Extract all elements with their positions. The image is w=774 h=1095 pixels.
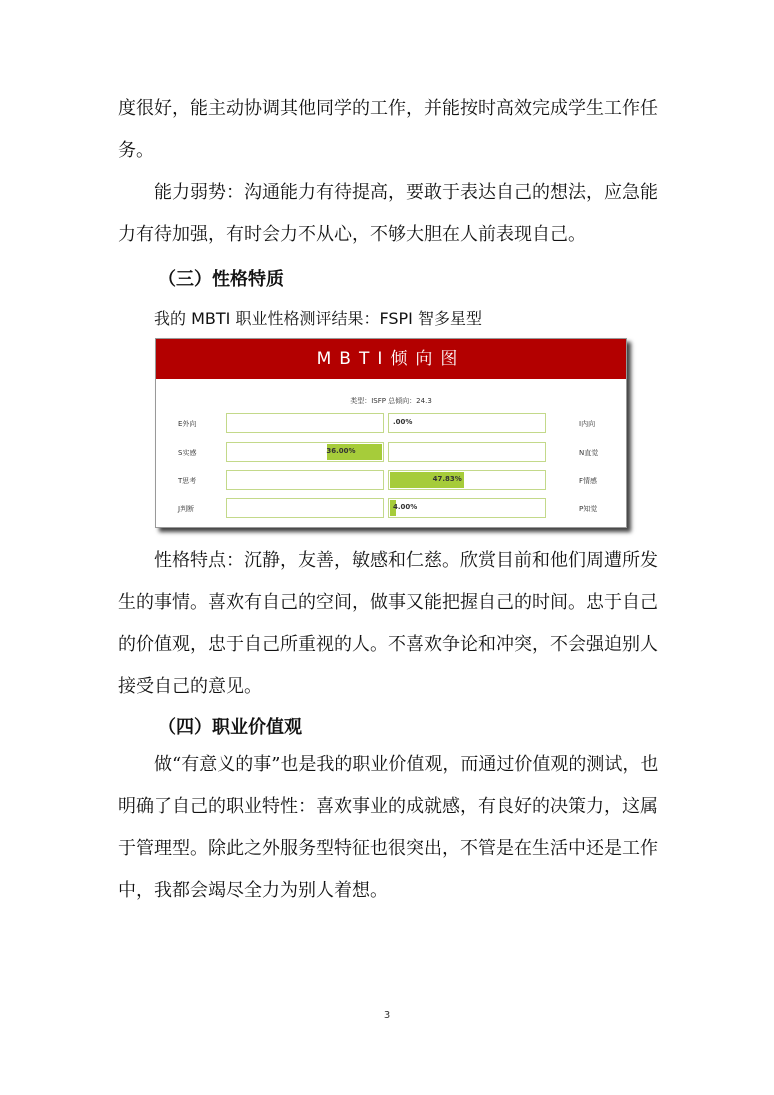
mbti-bar-value: .00% xyxy=(393,418,413,426)
heading-personality: （三）性格特质 xyxy=(158,269,284,290)
paragraph-ability-weakness: 能力弱势：沟通能力有待提高，要敢于表达自己的想法，应急能力有待加强，有时会力不从心，不够大胆在人前表现自己。 xyxy=(118,182,658,245)
mbti-bar-value: 4.00% xyxy=(393,503,418,511)
mbti-right-label: P知觉 xyxy=(579,505,598,513)
heading-values: （四）职业价值观 xyxy=(158,717,302,738)
mbti-right-box xyxy=(388,413,546,433)
mbti-right-label: N直觉 xyxy=(579,449,599,457)
mbti-left-label: T思考 xyxy=(178,477,197,485)
mbti-bar-value: 36.00% xyxy=(326,447,356,455)
mbti-left-label: E外向 xyxy=(178,420,197,428)
mbti-chart-title: MBTI倾向图 xyxy=(156,339,626,379)
mbti-chart xyxy=(155,338,627,528)
mbti-right-box xyxy=(388,498,546,518)
mbti-left-box xyxy=(226,442,384,462)
mbti-row xyxy=(156,413,626,433)
mbti-left-box xyxy=(226,413,384,433)
mbti-right-box xyxy=(388,470,546,490)
mbti-left-box xyxy=(226,498,384,518)
mbti-right-label: F情感 xyxy=(579,477,598,485)
mbti-row xyxy=(156,470,626,490)
mbti-right-label: I内向 xyxy=(579,420,596,428)
mbti-row xyxy=(156,498,626,518)
mbti-chart-subtitle: 类型：ISFP 总倾向：24.3 xyxy=(350,397,432,405)
mbti-result-line: 我的 MBTI 职业性格测评结果：FSPI 智多星型 xyxy=(154,309,482,328)
mbti-right-box xyxy=(388,442,546,462)
mbti-bar-value: 47.83% xyxy=(432,475,462,483)
mbti-left-box xyxy=(226,470,384,490)
mbti-left-label: S实感 xyxy=(178,449,197,457)
paragraph-continuation: 度很好，能主动协调其他同学的工作，并能按时高效完成学生工作任务。 xyxy=(118,98,658,161)
page-number: 3 xyxy=(383,1010,391,1021)
mbti-row xyxy=(156,442,626,462)
paragraph-values: 做“有意义的事”也是我的职业价值观，而通过价值观的测试，也明确了自己的职业特性：喜欢事业的成就感，有良好的决策力，这属于管理型。除此之外服务型特征也很突出，不管是在生活中还是工作中，我都会竭尽全力为别人着想。 xyxy=(118,754,659,901)
paragraph-traits: 性格特点：沉静，友善，敏感和仁慈。欣赏目前和他们周遭所发生的事情。喜欢有自己的空间，做事又能把握自己的时间。忠于自己的价值观，忠于自己所重视的人。不喜欢争论和冲突，不会强迫别人接受自己的意见。 xyxy=(118,550,658,697)
mbti-left-label: J判断 xyxy=(178,505,195,513)
